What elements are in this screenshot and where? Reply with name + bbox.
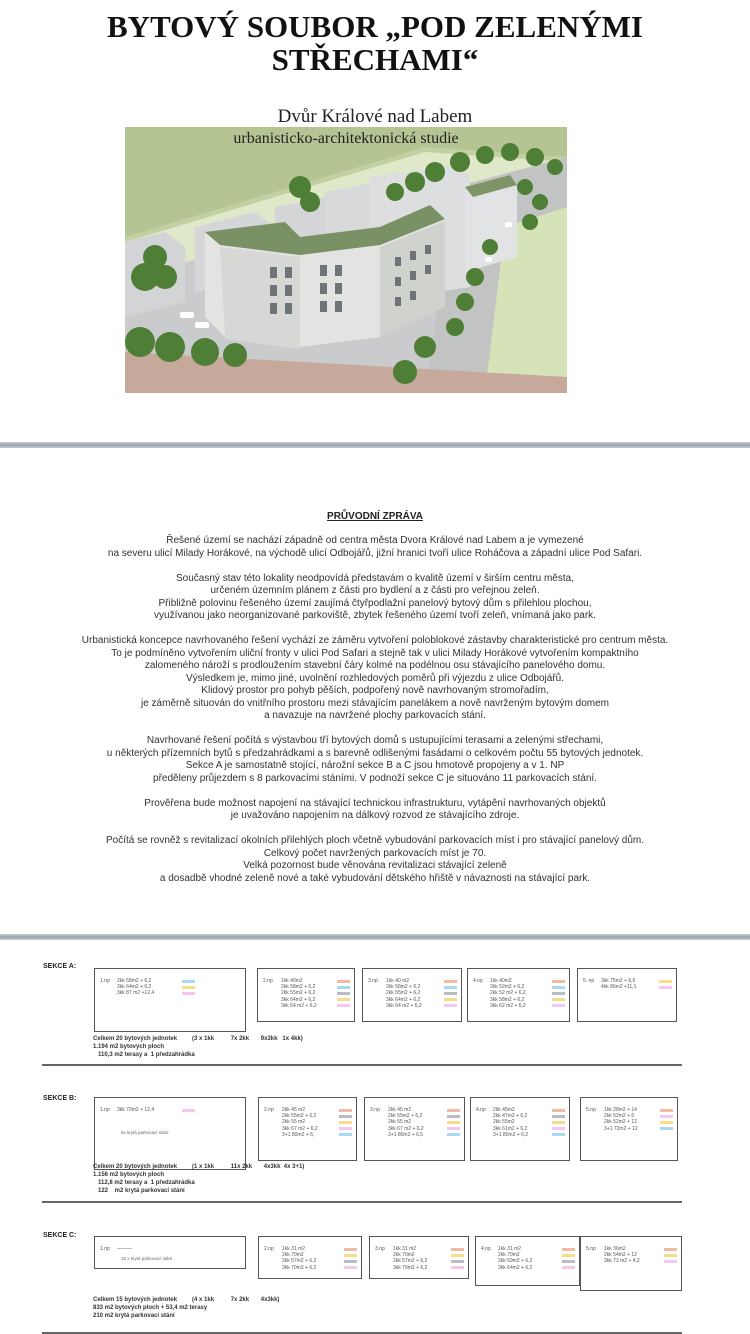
- unit-color-swatch: [562, 1248, 575, 1251]
- floor-plan-box: [369, 1236, 469, 1279]
- unit-color-swatch: [451, 1254, 464, 1257]
- unit-description: 2kk 59m2 + 6,2: [498, 1258, 533, 1265]
- unit-color-swatch: [552, 980, 565, 983]
- architectural-rendering: [125, 127, 567, 393]
- report-line: Urbanistická koncepce navrhovaného řešení vychází ze záměru vytvoření poloblokové zástavby charakteristické pro centrum města.: [81, 635, 669, 646]
- unit-description: 2kk 55 m2: [282, 1119, 306, 1126]
- unit-color-swatch: [447, 1133, 460, 1136]
- floor-plan-box: [94, 1236, 246, 1269]
- unit-color-swatch: [182, 1109, 195, 1112]
- report-line: To je podmíněno vytvořením uliční fronty v ulici Pod Safari a stejně tak v ulici Milady Horákové vytvořením kompaktního: [111, 647, 639, 659]
- unit-list: [604, 1246, 677, 1265]
- floor-label: 1.np: [100, 1246, 110, 1252]
- section-label: SEKCE A:: [43, 963, 77, 970]
- floor-plan-box: [362, 968, 462, 1022]
- floor-plan-box: [257, 968, 355, 1022]
- unit-row: [282, 1132, 352, 1138]
- summary-line: 122 m2 krytá parkovací stání: [93, 1188, 185, 1194]
- report-line: Velká pozornost bude věnována revitalizaci stávající zeleně: [243, 860, 507, 871]
- report-line: Navrhované řešení počítá s výstavbou tří bytových domů s ustupujícími terasami a zelenými střechami,: [146, 735, 604, 746]
- floor-plan-box: [580, 1236, 682, 1291]
- unit-list: [393, 1246, 464, 1271]
- unit-description: 3kk 70m2 + 12,4: [117, 1107, 155, 1113]
- page-divider: [0, 442, 750, 448]
- unit-description: 2kk 58m2 + 6,2: [117, 978, 152, 984]
- report-heading: PRŮVODNÍ ZPRÁVA: [327, 511, 423, 522]
- floor-label: 5. np: [583, 978, 595, 984]
- report-paragraph: [0, 535, 750, 560]
- unit-description: 3kk 64m2 + 6,2: [386, 996, 421, 1003]
- unit-color-swatch: [552, 1133, 565, 1136]
- section-label: SEKCE B:: [43, 1095, 77, 1102]
- report-line: Přibližně polovinu řešeného území zaujímá čtyřpodlažní panelový bytový dům s přilehlou plochou,: [158, 597, 592, 609]
- unit-list: [117, 1246, 241, 1252]
- summary-line: Celkem 20 bytových jednotek (3 x 1kk 7x 2kk 9x3kk 1x 4kk): [93, 1036, 303, 1042]
- unit-description: 3kk 62 m2 + 6,2: [490, 1002, 526, 1009]
- rendering-illustration: [125, 127, 567, 393]
- unit-color-swatch: [552, 1121, 565, 1124]
- unit-description: 2kk 58m2 + 6,2: [386, 984, 421, 991]
- report-line: je záměrně situován do vnitřního prostoru mezi stávajícím panelákem a nově navrženým bytovým domem: [141, 697, 609, 709]
- unit-row: [490, 1003, 565, 1009]
- section-divider: [42, 1064, 682, 1066]
- unit-row: [117, 1107, 241, 1113]
- unit-color-swatch: [552, 1115, 565, 1118]
- unit-color-swatch: [444, 1004, 457, 1007]
- unit-description: 2kk 70m2: [393, 1252, 415, 1259]
- report-body: [0, 535, 750, 885]
- section-summary: [93, 1296, 279, 1320]
- section-summary: [93, 1035, 303, 1059]
- unit-list: [386, 978, 457, 1009]
- report-paragraph: [0, 635, 750, 723]
- report-paragraph: [0, 835, 750, 885]
- floor-label: 2.np: [263, 978, 273, 984]
- unit-list: [604, 1107, 673, 1132]
- unit-description: 3kk 67 m2 + 6,2: [282, 1125, 318, 1132]
- floor-plan-box: [258, 1236, 362, 1279]
- section-divider: [42, 1201, 682, 1203]
- unit-color-swatch: [552, 1127, 565, 1130]
- unit-color-swatch: [552, 992, 565, 995]
- unit-color-swatch: [337, 986, 350, 989]
- report-paragraph: [0, 798, 750, 823]
- report-line: předěleny průjezdem s 8 parkovacími stáními. V podnoží sekce C je situováno 11 parkovacích stání.: [153, 772, 597, 784]
- unit-description: 2kk 70m2: [498, 1252, 520, 1259]
- unit-description: 2kk 52m2 + 12: [604, 1119, 637, 1126]
- floor-plan-box: [94, 1097, 246, 1170]
- unit-row: [498, 1265, 575, 1271]
- title-line-2: STŘECHAMI“: [271, 42, 479, 77]
- unit-color-swatch: [562, 1260, 575, 1263]
- unit-description: 1kk 40 m2: [386, 978, 410, 984]
- unit-description: 2kk 52m2 + 6,2: [490, 984, 525, 991]
- unit-row: [388, 1132, 460, 1138]
- unit-color-swatch: [444, 992, 457, 995]
- report-line: u některých přízemních bytů s předzahrádkami a s barevně odlišenými fasádami o celkovém počtu 55 bytových jednotek.: [106, 747, 644, 759]
- floor-label: 5.np: [586, 1246, 596, 1252]
- unit-row: [604, 1126, 673, 1132]
- unit-description: 1kk 28m2 + 14: [604, 1107, 637, 1113]
- unit-list: [282, 1246, 357, 1271]
- report-line: na severu ulicí Milady Horákové, na východě ulicí Odbojářů, jižní hranici tvoří ulice Roháčova a západní ulice Pod Safari.: [107, 547, 643, 559]
- summary-line: 210 m2 krytá parkovací stání: [93, 1313, 175, 1319]
- unit-description: 2kk 47m2 + 6,2: [493, 1113, 528, 1120]
- unit-description: 3kk 70m2 + 6,2: [393, 1264, 428, 1271]
- unit-row: [386, 1003, 457, 1009]
- unit-color-swatch: [659, 980, 672, 983]
- unit-list: [117, 1107, 241, 1113]
- unit-list: [282, 1107, 352, 1138]
- summary-line: 110,3 m2 terasy a 1 předzahrádka: [93, 1052, 195, 1058]
- unit-description: 2kk 55m2 + 6,2: [282, 1113, 317, 1120]
- unit-description: 2kk 45m2: [493, 1107, 515, 1113]
- floor-label: 4.np: [476, 1107, 486, 1113]
- unit-color-swatch: [344, 1260, 357, 1263]
- floor-label: 2.np: [264, 1246, 274, 1252]
- unit-color-swatch: [552, 1004, 565, 1007]
- unit-row: [117, 990, 241, 996]
- unit-color-swatch: [552, 998, 565, 1001]
- unit-color-swatch: [339, 1115, 352, 1118]
- floor-label: 2.np: [264, 1107, 274, 1113]
- report-line: Výsledkem je, mimo jiné, uvolnění rozhledových poměrů při výjezdu z ulice Odbojářů.: [186, 672, 564, 684]
- unit-description: 2kk 57m2 + 6,2: [393, 1258, 428, 1265]
- summary-line: 112,8 m2 terasy a 1 předzahrádka: [93, 1180, 195, 1186]
- unit-color-swatch: [182, 992, 195, 995]
- report-line: určeném územním plánem z části pro bydlení a z části pro veřejnou zeleň.: [210, 585, 540, 596]
- floor-plan-box: [577, 968, 677, 1022]
- floor-plan-box: [258, 1097, 357, 1161]
- unit-description: 3kk 61m2 + 6,2: [493, 1125, 528, 1132]
- unit-color-swatch: [664, 1254, 677, 1257]
- unit-color-swatch: [337, 1004, 350, 1007]
- report-line: využívanou jako neorganizované parkoviště, zbytek řešeného území tvoří zeleň, vnímaná jako park.: [154, 610, 596, 621]
- floor-label: 1.np: [100, 1107, 110, 1113]
- unit-description: 2kk 55 m2: [388, 1119, 412, 1126]
- unit-description: 3kk 64m2 + 6,2: [281, 996, 316, 1003]
- unit-list: [498, 1246, 575, 1271]
- unit-description: 2kk 55m2: [493, 1119, 515, 1126]
- city-name: Dvůr Králové nad Labem: [277, 106, 473, 127]
- unit-description: 1kk 40m2: [281, 978, 303, 984]
- unit-description: ———: [117, 1246, 132, 1252]
- unit-color-swatch: [339, 1133, 352, 1136]
- unit-color-swatch: [339, 1109, 352, 1112]
- report-line: Počítá se rovněž s revitalizací okolních přilehlých ploch včetně vybudování parkovacích míst i pro stávající panelový dům.: [105, 835, 645, 846]
- unit-description: 1kk 31 m2: [282, 1246, 306, 1252]
- unit-color-swatch: [451, 1260, 464, 1263]
- unit-color-swatch: [552, 986, 565, 989]
- unit-list: [281, 978, 350, 1009]
- unit-color-swatch: [451, 1266, 464, 1269]
- unit-description: 1kk 31 m2: [498, 1246, 522, 1252]
- unit-color-swatch: [664, 1260, 677, 1263]
- floor-label: 1.np: [100, 978, 110, 984]
- unit-description: 3kk 87 m2 +12,4: [117, 990, 155, 997]
- unit-row: [601, 984, 672, 990]
- section-summary: [93, 1163, 304, 1195]
- report-line: Prověřena bude možnost napojení na stávající technickou infrastrukturu, vytápění navrhovaných objektů: [144, 797, 606, 809]
- floor-plan-box: [94, 968, 246, 1032]
- parking-note: 15 x krytá parkovací stání: [121, 1256, 173, 1261]
- floor-plan-box: [364, 1097, 465, 1161]
- report-line: a navazuje na navržené plochy parkovacích stání.: [264, 710, 486, 721]
- floor-plan-box: [470, 1097, 570, 1161]
- unit-list: [490, 978, 565, 1009]
- document-title: [0, 10, 750, 76]
- floor-label: 4.np: [473, 978, 483, 984]
- unit-color-swatch: [664, 1248, 677, 1251]
- unit-color-swatch: [447, 1109, 460, 1112]
- unit-description: 3kk 64m2 + 6,2: [117, 984, 152, 991]
- unit-color-swatch: [344, 1266, 357, 1269]
- report-line: zalomeného nároží s prodloužením stavební čáry kolmé na podélnou osu stávajícího panelového domu.: [144, 660, 606, 671]
- unit-color-swatch: [444, 980, 457, 983]
- unit-description: 2kk 55m2 + 6,2: [386, 990, 421, 997]
- unit-color-swatch: [337, 980, 350, 983]
- unit-description: 2kk 70m2: [282, 1252, 304, 1259]
- unit-description: 2kk 55m2 + 6,2: [281, 990, 316, 997]
- unit-row: [281, 1003, 350, 1009]
- unit-color-swatch: [660, 1115, 673, 1118]
- report-paragraph: [0, 735, 750, 785]
- unit-description: 3kk 64 m2 + 6,2: [281, 1002, 317, 1009]
- unit-color-swatch: [447, 1121, 460, 1124]
- floor-plan-box: [467, 968, 570, 1022]
- unit-description: 3+1 80m2 + 6,2: [493, 1131, 529, 1138]
- study-type-caption: urbanisticko-architektonická studie: [233, 130, 459, 147]
- unit-description: 2kk 58m2 + 6,2: [281, 984, 316, 991]
- unit-row: [393, 1265, 464, 1271]
- floor-plan-box: [475, 1236, 580, 1286]
- summary-line: 1.156 m2 bytových ploch: [93, 1172, 165, 1178]
- unit-list: [117, 978, 241, 997]
- report-line: Celkový počet navržených parkovacích míst je 70.: [263, 847, 487, 859]
- unit-description: 4kk 86m2 +11,1: [601, 984, 637, 991]
- unit-description: 2kk 55m2 + 6,2: [388, 1113, 423, 1120]
- unit-list: [493, 1107, 565, 1138]
- report-line: je uvažováno napojením na dálkový rozvod ze stávajícího zdroje.: [230, 810, 520, 821]
- unit-color-swatch: [339, 1121, 352, 1124]
- summary-line: Celkem 20 bytových jednotek (1 x 1kk 11x 2kk 4x3kk 4x 3+1): [93, 1164, 305, 1170]
- report-line: Klidový prostor pro pohyb pěších, podpořený nově navrhovaným stromořadím,: [201, 685, 549, 696]
- floor-label: 3.np: [370, 1107, 380, 1113]
- unit-description: 2kk 52 m2 + 6,2: [490, 990, 526, 997]
- unit-color-swatch: [444, 986, 457, 989]
- unit-description: 1kk 31 m2: [393, 1246, 417, 1252]
- floor-label: 4.np: [481, 1246, 491, 1252]
- unit-description: 3kk 70m2 + 6,2: [282, 1264, 317, 1271]
- unit-description: 3+1 80m2 + 6,: [282, 1131, 315, 1138]
- unit-color-swatch: [562, 1266, 575, 1269]
- summary-line: 833 m2 bytových ploch + 53,4 m2 terasy: [93, 1305, 208, 1311]
- unit-description: 1kk 36m2: [604, 1246, 626, 1252]
- report-line: Současný stav této lokality neodpovídá představám o kvalitě území v širším centru města,: [176, 572, 574, 584]
- unit-description: 3+1 72m2 + 12: [604, 1125, 638, 1132]
- unit-color-swatch: [344, 1248, 357, 1251]
- floor-label: 5.np: [586, 1107, 596, 1113]
- unit-color-swatch: [182, 986, 195, 989]
- title-line-1: BYTOVÝ SOUBOR „POD ZELENÝMI: [107, 9, 643, 44]
- unit-color-swatch: [182, 980, 195, 983]
- report-line: Řešené území se nachází západně od centra města Dvora Králové nad Labem a je vymezené: [166, 535, 584, 546]
- unit-color-swatch: [344, 1254, 357, 1257]
- section-label: SEKCE C:: [43, 1232, 77, 1239]
- unit-color-swatch: [451, 1248, 464, 1251]
- unit-row: [604, 1258, 677, 1264]
- unit-description: 3kk 75m2 + 6,6: [601, 978, 636, 984]
- unit-description: 3kk 64 m2 + 6,2: [386, 1002, 422, 1009]
- unit-list: [601, 978, 672, 990]
- floor-label: 3.np: [375, 1246, 385, 1252]
- unit-description: 3kk 58m2 + 6,2: [490, 996, 525, 1003]
- unit-row: [117, 1246, 241, 1252]
- unit-description: 2kk 45 m2: [282, 1107, 306, 1113]
- summary-line: Celkem 15 bytových jednotek (4 x 1kk 7x 2kk 4x3kk): [93, 1297, 280, 1303]
- unit-color-swatch: [339, 1127, 352, 1130]
- unit-description: 3+1 80m2 + 6,5: [388, 1131, 424, 1138]
- unit-color-swatch: [552, 1109, 565, 1112]
- unit-description: 3kk 67 m2 + 6,2: [388, 1125, 424, 1132]
- floor-plan-box: [580, 1097, 678, 1161]
- parking-note: 9x krytá parkovací stání: [121, 1130, 169, 1135]
- unit-color-swatch: [660, 1121, 673, 1124]
- unit-description: 3kk 72 m2 + 4,2: [604, 1258, 640, 1265]
- unit-color-swatch: [659, 986, 672, 989]
- unit-color-swatch: [660, 1127, 673, 1130]
- unit-description: 2kk 52m2 + 6: [604, 1113, 635, 1120]
- unit-color-swatch: [444, 998, 457, 1001]
- unit-color-swatch: [337, 992, 350, 995]
- unit-color-swatch: [337, 998, 350, 1001]
- unit-color-swatch: [447, 1127, 460, 1130]
- unit-color-swatch: [562, 1254, 575, 1257]
- unit-color-swatch: [660, 1109, 673, 1112]
- unit-row: [282, 1265, 357, 1271]
- report-line: a dosadbě vhodné zeleně nové a také vybudování dětského hřiště v návaznosti na stávající park.: [159, 872, 591, 884]
- unit-list: [388, 1107, 460, 1138]
- unit-description: 1kk 40m2: [490, 978, 512, 984]
- page-divider: [0, 934, 750, 940]
- summary-line: 1.194 m2 bytových ploch: [93, 1044, 165, 1050]
- report-line: Sekce A je samostatně stojící, nárožní sekce B a C jsou hmotově propojeny a v 1. NP: [185, 760, 565, 771]
- unit-description: 2kk 54m2 + 12: [604, 1252, 637, 1259]
- unit-description: 2kk 57m2 + 6,2: [282, 1258, 317, 1265]
- report-paragraph: [0, 573, 750, 623]
- unit-row: [493, 1132, 565, 1138]
- unit-description: 2kk 45 m2: [388, 1107, 412, 1113]
- unit-description: 3kk 64m2 + 6,2: [498, 1264, 533, 1271]
- floor-label: 3.np: [368, 978, 378, 984]
- unit-color-swatch: [447, 1115, 460, 1118]
